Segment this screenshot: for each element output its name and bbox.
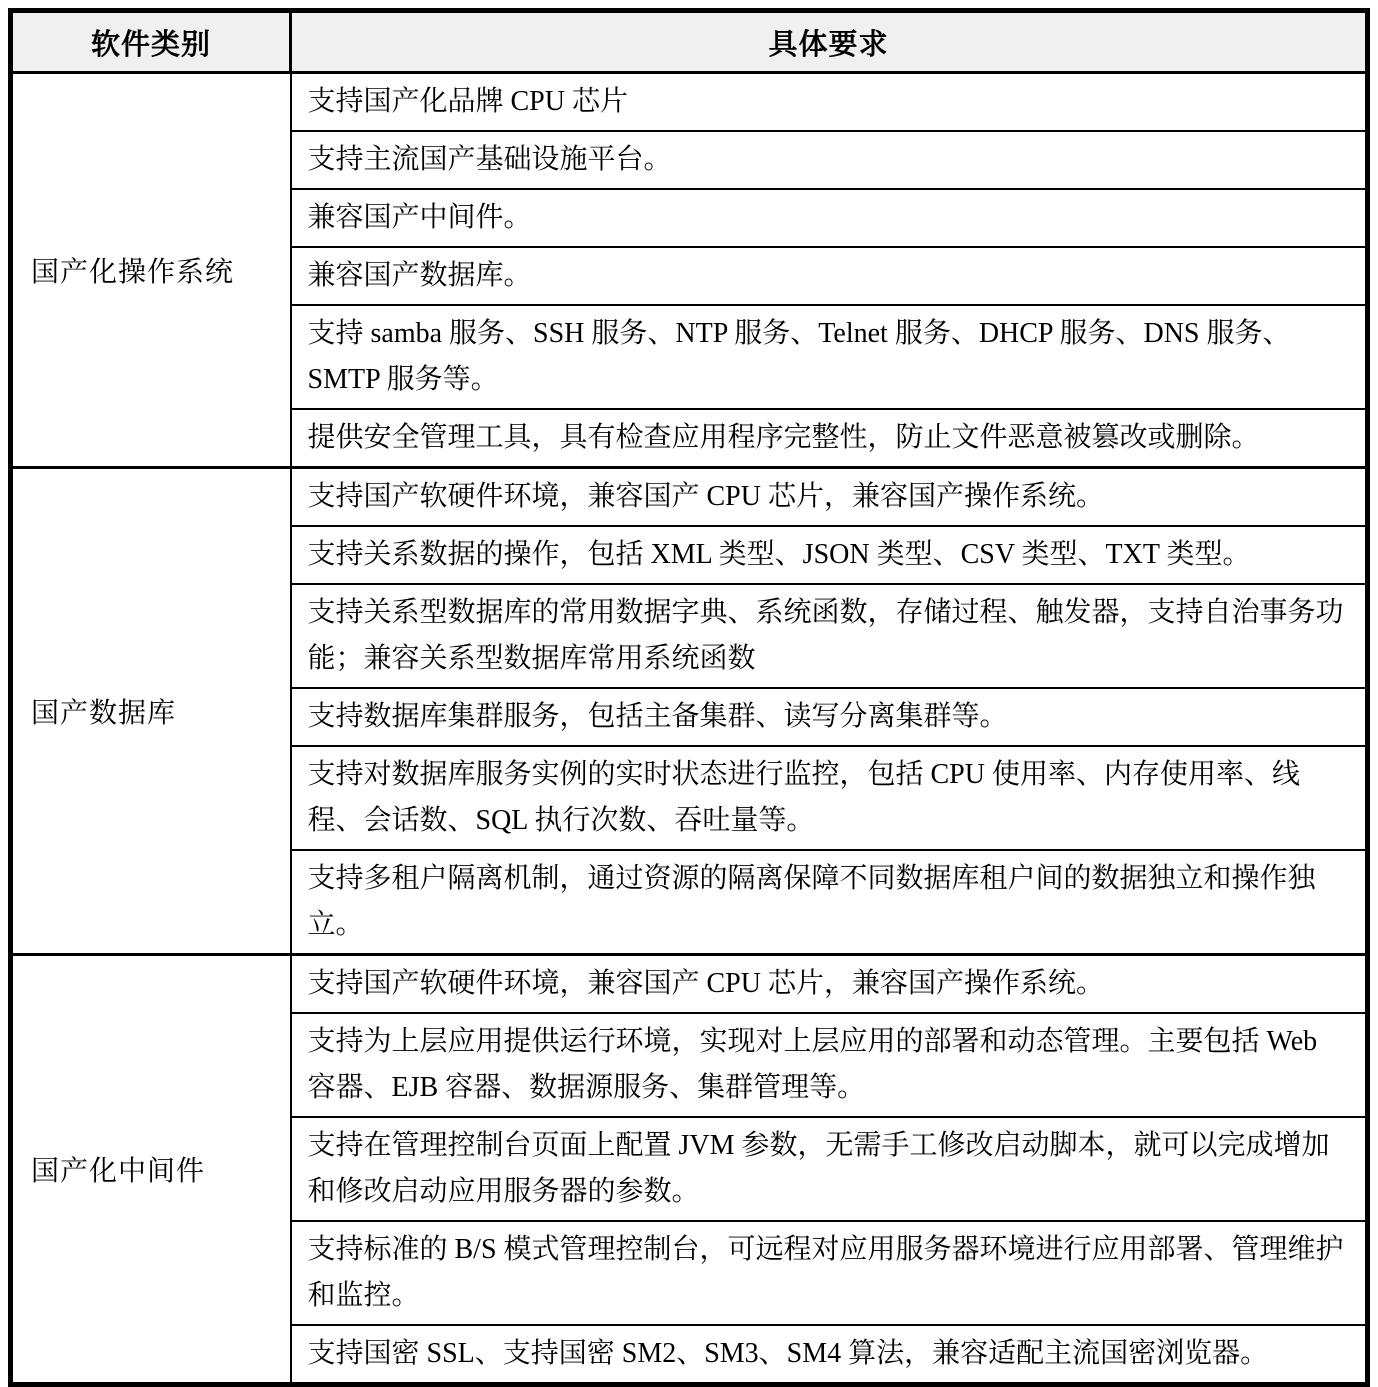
requirements-column-header: 具体要求 xyxy=(291,11,1368,73)
requirement-cell: 支持多租户隔离机制，通过资源的隔离保障不同数据库租户间的数据独立和操作独立。 xyxy=(291,850,1368,955)
category-cell-middleware: 国产化中间件 xyxy=(11,955,291,1385)
requirement-cell: 兼容国产中间件。 xyxy=(291,189,1368,247)
table-row xyxy=(11,73,1368,132)
category-cell-os: 国产化操作系统 xyxy=(11,73,291,468)
category-column-header: 软件类别 xyxy=(11,11,291,73)
requirement-cell: 支持国产化品牌 CPU 芯片 xyxy=(291,73,1368,132)
requirement-cell: 支持主流国产基础设施平台。 xyxy=(291,131,1368,189)
requirement-cell: 支持关系数据的操作，包括 XML 类型、JSON 类型、CSV 类型、TXT 类型。 xyxy=(291,526,1368,584)
software-requirements-table xyxy=(8,8,1370,1387)
requirement-cell: 支持 samba 服务、SSH 服务、NTP 服务、Telnet 服务、DHCP 服务、DNS 服务、SMTP 服务等。 xyxy=(291,305,1368,409)
requirement-cell: 支持国产软硬件环境，兼容国产 CPU 芯片，兼容国产操作系统。 xyxy=(291,955,1368,1014)
table-row xyxy=(11,955,1368,1014)
requirement-cell: 支持国密 SSL、支持国密 SM2、SM3、SM4 算法，兼容适配主流国密浏览器。 xyxy=(291,1325,1368,1385)
requirement-cell: 支持为上层应用提供运行环境，实现对上层应用的部署和动态管理。主要包括 Web 容器、EJB 容器、数据源服务、集群管理等。 xyxy=(291,1013,1368,1117)
requirement-cell: 兼容国产数据库。 xyxy=(291,247,1368,305)
requirement-cell: 支持国产软硬件环境，兼容国产 CPU 芯片，兼容国产操作系统。 xyxy=(291,468,1368,527)
requirement-cell: 支持关系型数据库的常用数据字典、系统函数，存储过程、触发器，支持自治事务功能；兼容关系型数据库常用系统函数 xyxy=(291,584,1368,688)
requirement-cell: 支持标准的 B/S 模式管理控制台，可远程对应用服务器环境进行应用部署、管理维护和监控。 xyxy=(291,1221,1368,1325)
requirement-cell: 支持对数据库服务实例的实时状态进行监控，包括 CPU 使用率、内存使用率、线程、会话数、SQL 执行次数、吞吐量等。 xyxy=(291,746,1368,850)
table-row xyxy=(11,468,1368,527)
header-row xyxy=(11,11,1368,73)
category-cell-database: 国产数据库 xyxy=(11,468,291,955)
requirement-cell: 提供安全管理工具，具有检查应用程序完整性，防止文件恶意被篡改或删除。 xyxy=(291,409,1368,468)
requirement-cell: 支持在管理控制台页面上配置 JVM 参数，无需手工修改启动脚本，就可以完成增加和修改启动应用服务器的参数。 xyxy=(291,1117,1368,1221)
requirement-cell: 支持数据库集群服务，包括主备集群、读写分离集群等。 xyxy=(291,688,1368,746)
